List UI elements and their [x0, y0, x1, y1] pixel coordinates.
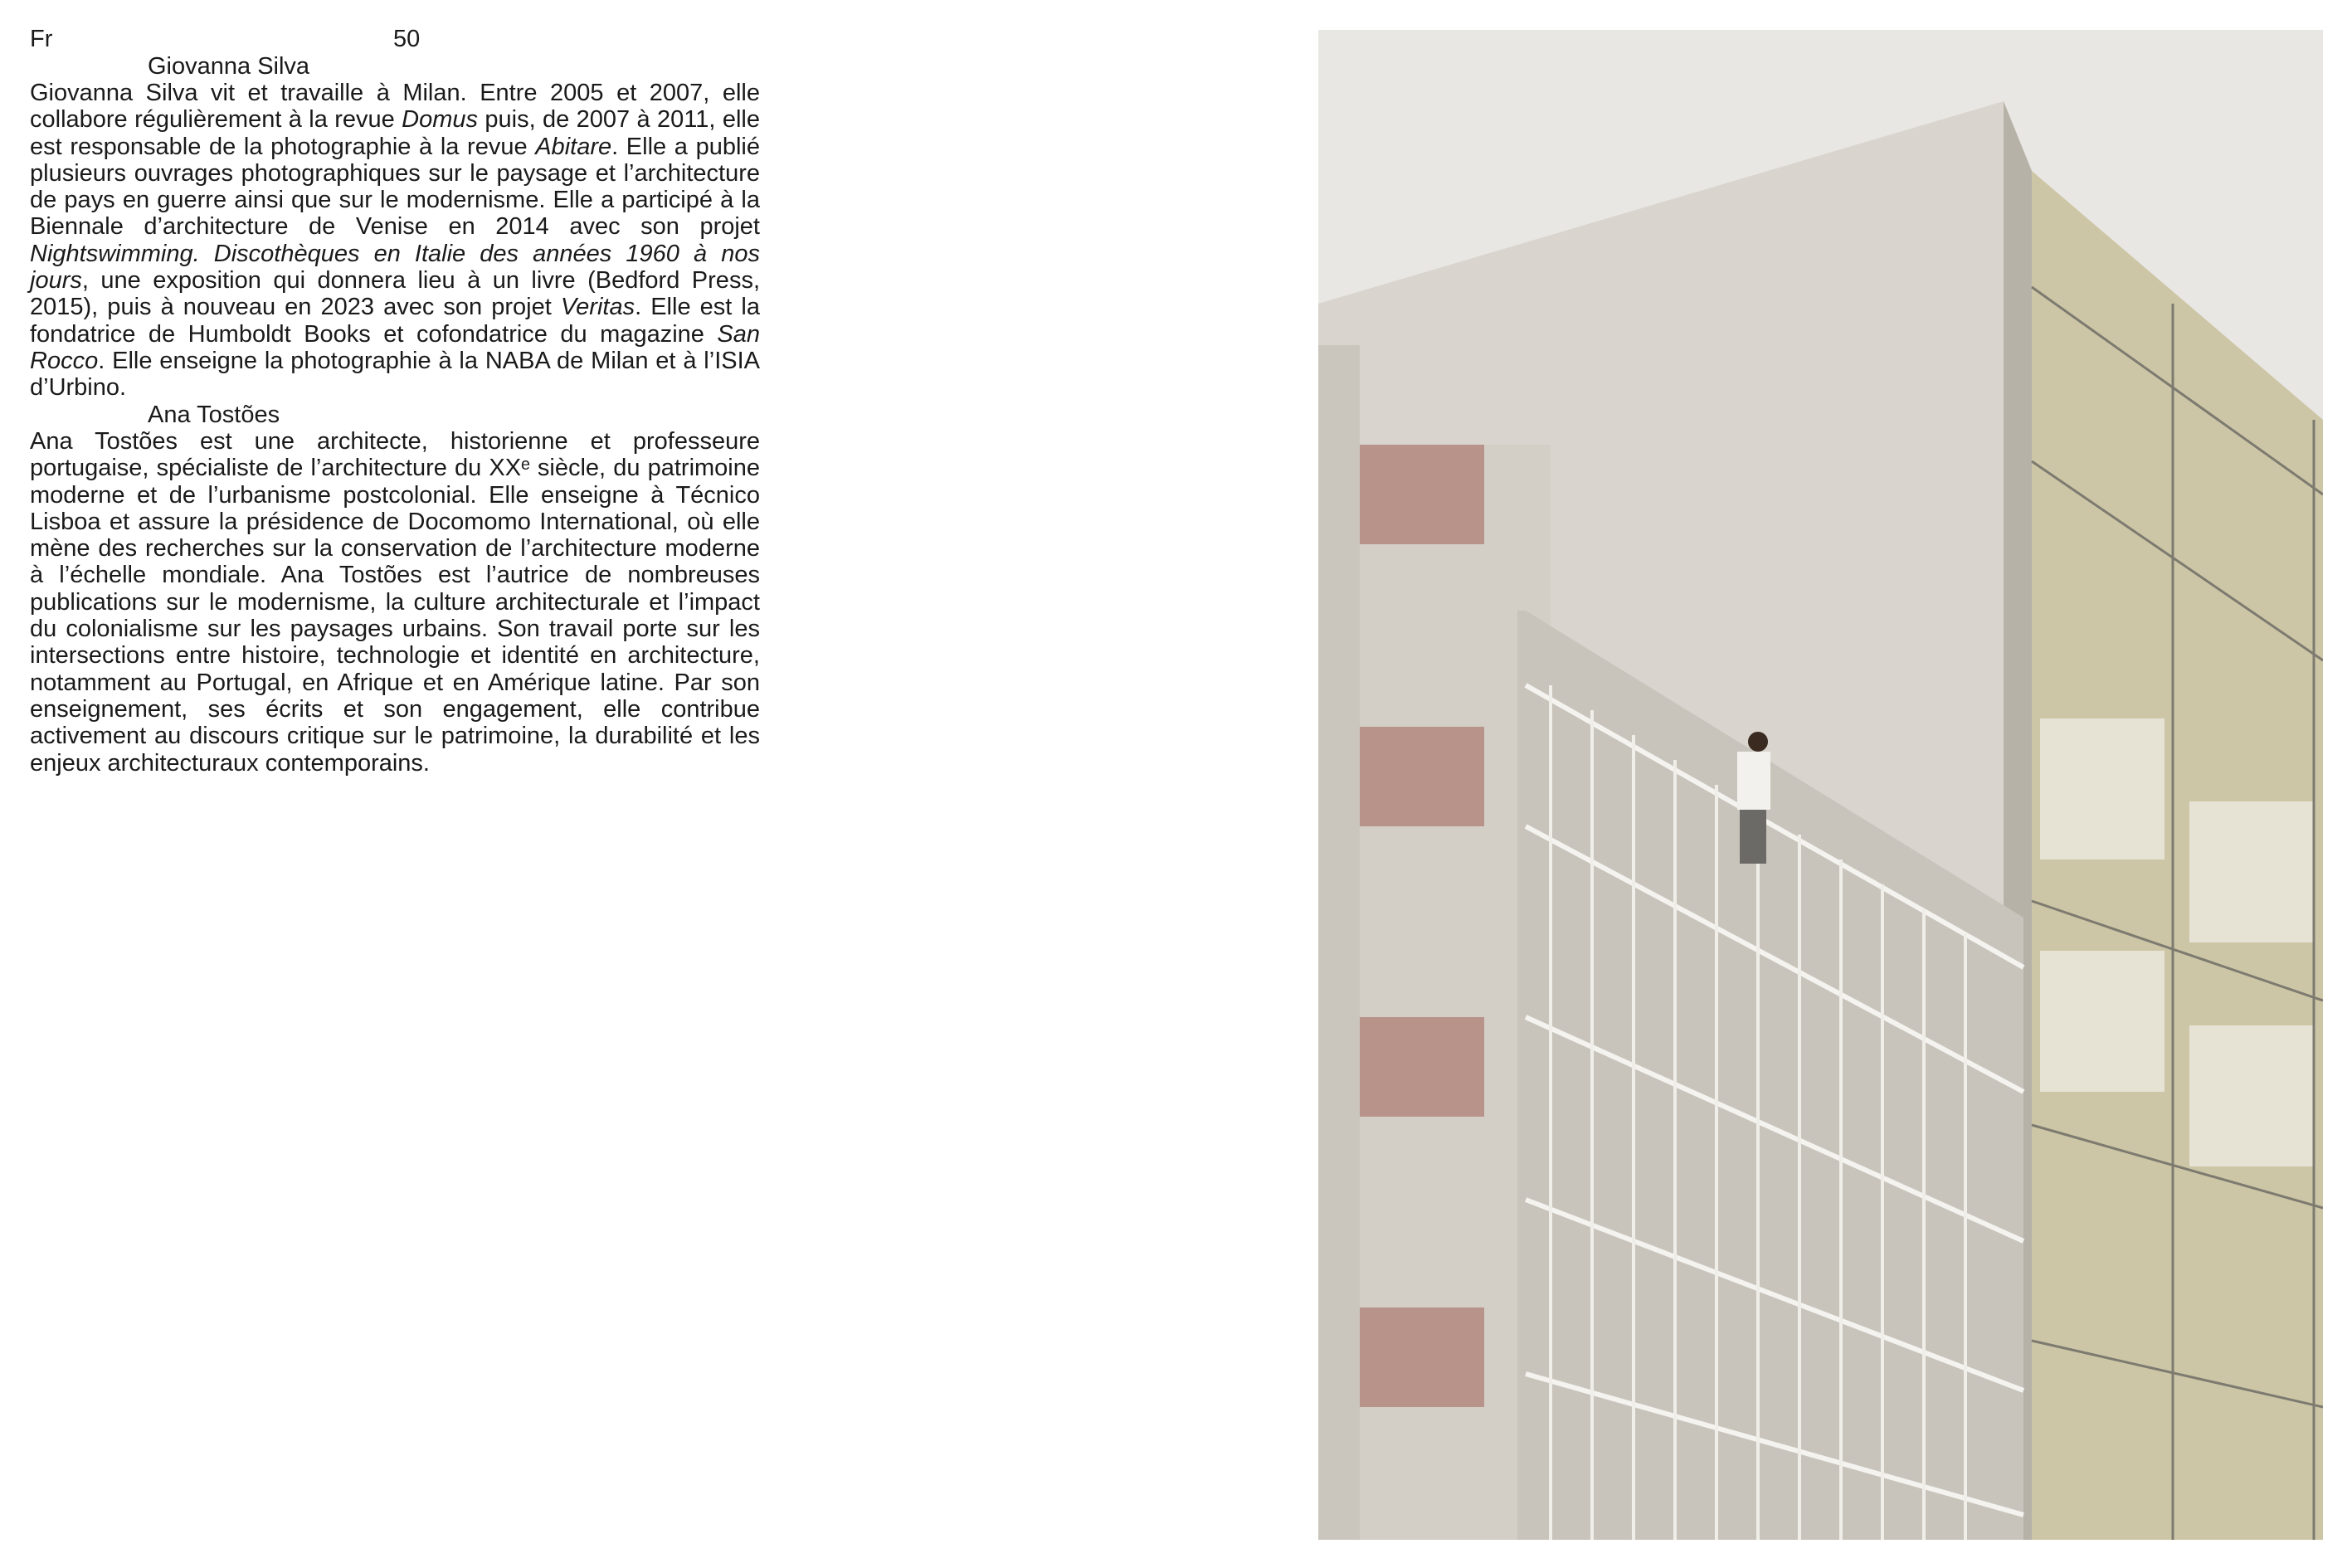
- bio-text-run: . Elle enseigne la photographie à la NABA de Milan et à l’ISIA d’Urbino.: [30, 347, 760, 402]
- bio-italic-title: Nightswimming. Discothèques en Italie des années 1960 à nos jours: [30, 240, 760, 295]
- bio-text-run: . Elle a publié plusieurs ouvrages photographiques sur le paysage et l’architecture de pays en guerre ainsi que sur le modernisme. Elle a participé à la Biennale d’architecture de Venise en 2014 avec son projet: [30, 133, 760, 241]
- bio-name-giovanna-silva: Giovanna Silva: [148, 53, 310, 80]
- bio-paragraph-ana-tostoes: [30, 428, 760, 777]
- bio-paragraph-giovanna-silva: [30, 80, 760, 402]
- bio-italic-title: San Rocco: [30, 320, 760, 374]
- building-photograph: [1318, 30, 2323, 1540]
- bio-name-ana-tostoes: Ana Tostões: [148, 402, 280, 428]
- bio-text-run: Ana Tostões est une architecte, historienne et professeure portugaise, spécialiste de l’architecture du XXᵉ siècle, du patrimoine moderne et de l’urbanisme postcolonial. Elle enseigne à Técnico Lisboa et assure la présidence de Docomomo International, où elle mène des recherches sur la conservation de l’architecture moderne à l’échelle mondiale. Ana Tostões est l’autrice de nombreuses publications sur le modernisme, la culture architecturale et l’impact du colonialisme sur les paysages urbains. Son travail porte sur les intersections entre histoire, technologie et identité en architecture, notamment au Portugal, en Afrique et en Amérique latine. Par son enseignement, ses écrits et son engagement, elle contribue activement au discours critique sur le patrimoine, la durabilité et les enjeux architecturaux contemporains.: [30, 428, 760, 777]
- photo-illustration: [1318, 30, 2323, 1540]
- language-label: Fr: [30, 26, 53, 52]
- bio-text-run: puis, de 2007 à 2011, elle est responsable de la photographie à la revue: [30, 106, 760, 160]
- bio-text-run: , une exposition qui donnera lieu à un livre (Bedford Press, 2015), puis à nouveau en 2023 avec son projet: [30, 267, 760, 321]
- bio-italic-title: Domus: [402, 106, 478, 134]
- bio-text-run: Giovanna Silva vit et travaille à Milan. Entre 2005 et 2007, elle collabore régulièrement à la revue: [30, 80, 760, 134]
- bio-italic-title: Veritas: [560, 294, 635, 321]
- bio-text-run: . Elle est la fondatrice de Humboldt Books et cofondatrice du magazine: [30, 294, 760, 348]
- page-number: 50: [393, 26, 421, 52]
- bio-italic-title: Abitare: [535, 133, 612, 160]
